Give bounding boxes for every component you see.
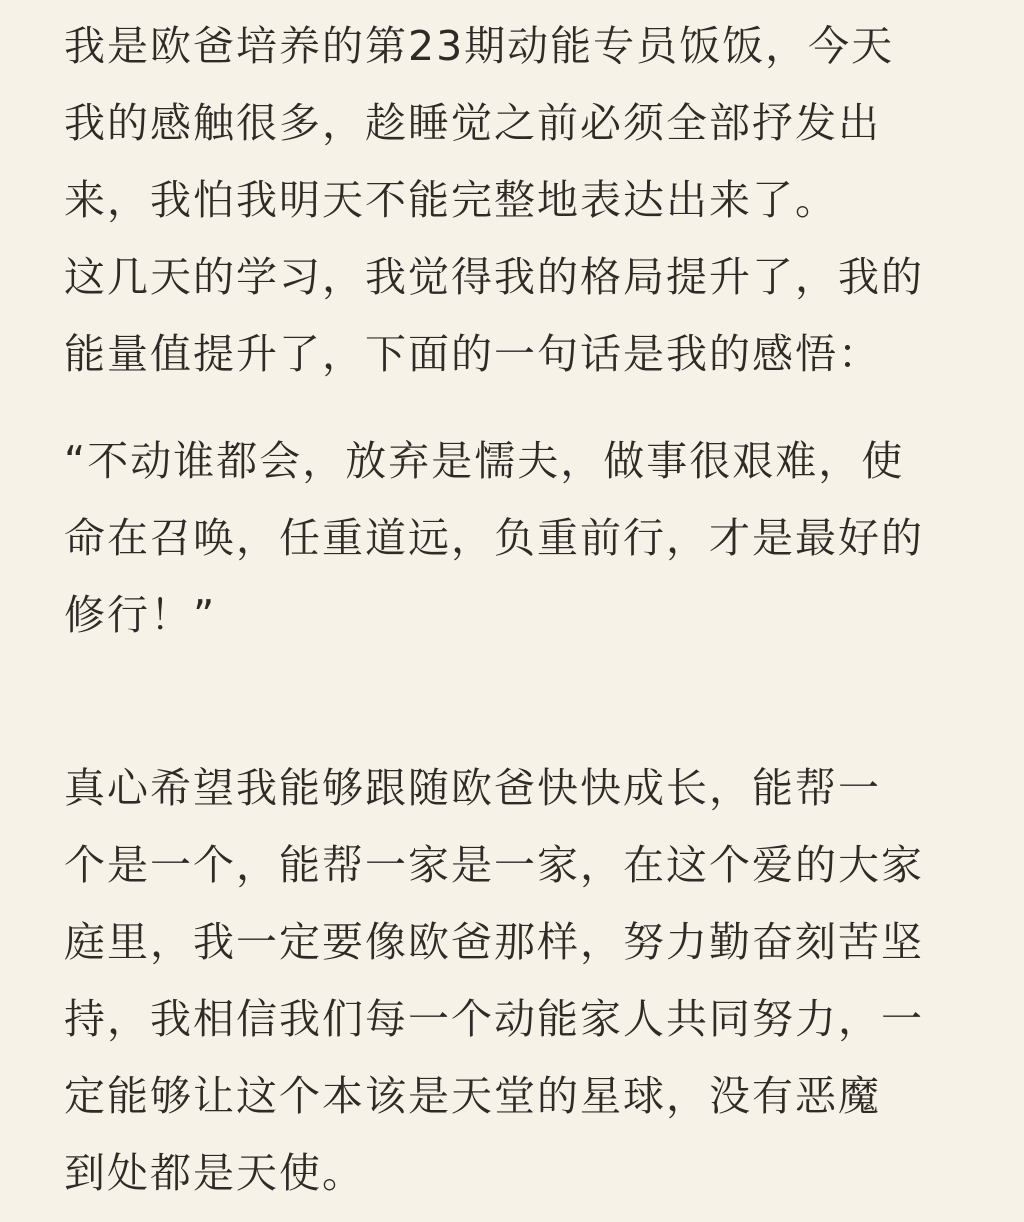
text-line: 我的感触很多，趁睡觉之前必须全部抒发出: [64, 99, 881, 147]
text-line: 真心希望我能够跟随欧爸快快成长，能帮一: [64, 764, 881, 812]
text-line: 庭里，我一定要像欧爸那样，努力勤奋刻苦坚: [64, 918, 924, 966]
text-line: “不动谁都会，放弃是懦夫，做事很艰难，使: [64, 437, 905, 485]
text-line: 能量值提升了，下面的一句话是我的感悟：: [64, 330, 881, 378]
text-line: 定能够让这个本该是天堂的星球，没有恶魔: [64, 1072, 881, 1120]
text-line: 我是欧爸培养的第23期动能专员饭饭，今天: [64, 22, 895, 70]
text-line: 命在召唤，任重道远，负重前行，才是最好的: [64, 514, 924, 562]
text-line: 到处都是天使。: [64, 1149, 365, 1197]
text-line: 这几天的学习，我觉得我的格局提升了，我的: [64, 253, 924, 301]
text-line: 持，我相信我们每一个动能家人共同努力，一: [64, 995, 924, 1043]
paragraph-gap: [64, 654, 954, 750]
intro-paragraph: [64, 8, 954, 393]
closing-paragraph: [64, 750, 954, 1212]
text-line: 个是一个，能帮一家是一家，在这个爱的大家: [64, 841, 924, 889]
paragraph-gap: [64, 393, 954, 423]
quote-paragraph: [64, 423, 954, 654]
text-line: 来，我怕我明天不能完整地表达出来了。: [64, 176, 838, 224]
text-line: 修行！”: [64, 591, 217, 639]
